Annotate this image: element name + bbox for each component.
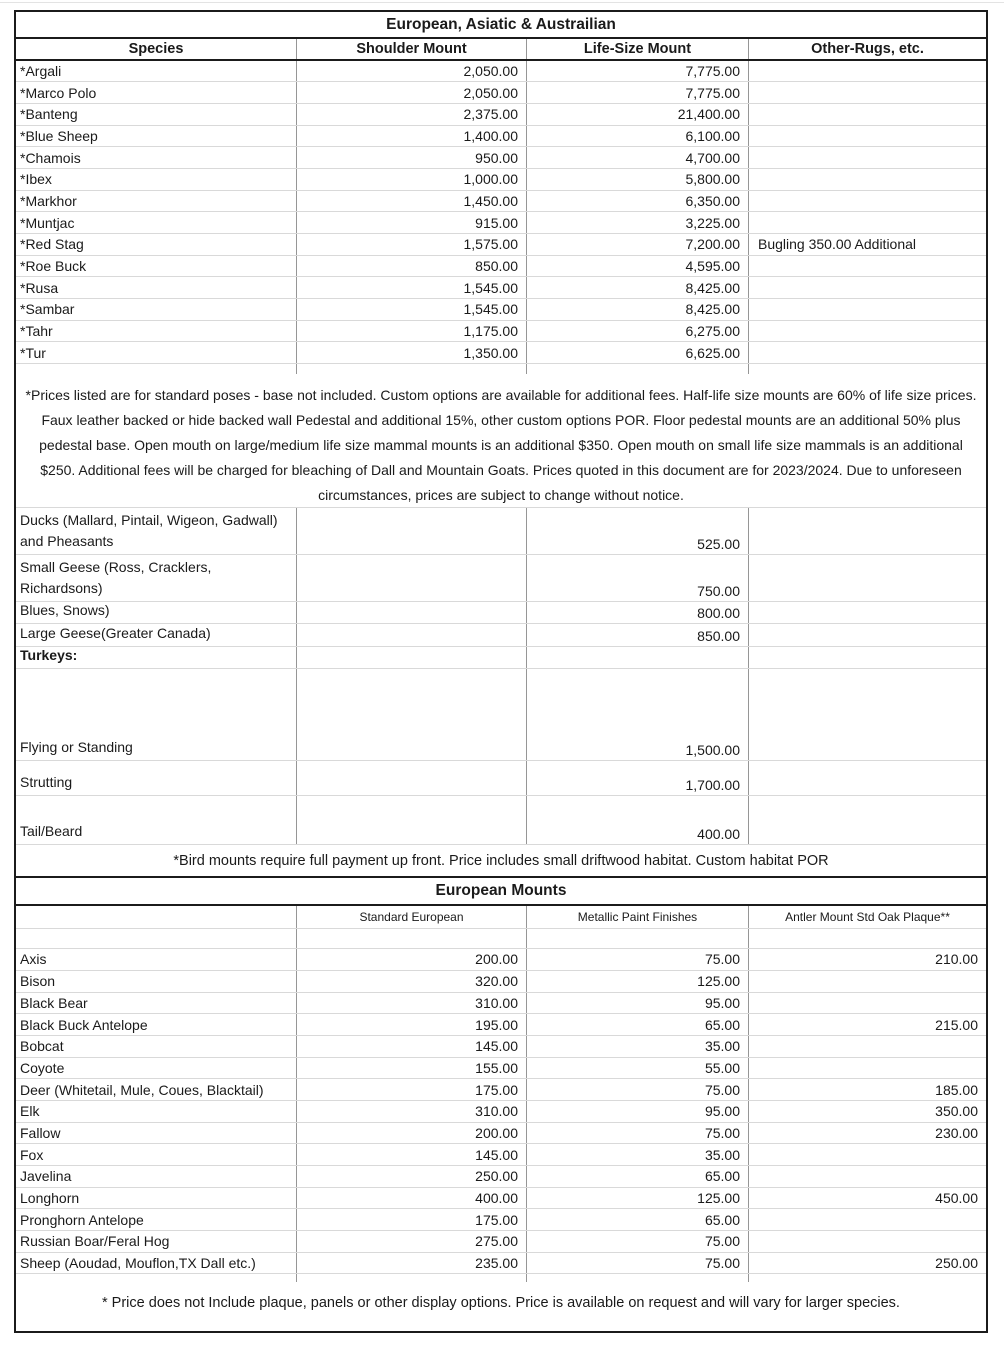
table-row	[16, 104, 986, 126]
metallic-paint-cell: 95.00	[526, 993, 748, 1014]
antler-plaque-cell	[748, 1036, 986, 1057]
standard-euro-cell: 400.00	[296, 1188, 526, 1209]
table-row	[16, 1144, 986, 1166]
table2-empty-row	[16, 929, 986, 949]
table2-stub-row	[16, 1274, 986, 1282]
antler-plaque-cell	[748, 993, 986, 1014]
lifesize-mount-cell: 6,625.00	[526, 342, 748, 363]
stub-cell	[16, 364, 296, 374]
empty-cell	[526, 929, 748, 948]
lifesize-mount-cell: 6,275.00	[526, 321, 748, 342]
bird-table-row	[16, 508, 986, 555]
species-cell: *Chamois	[20, 149, 81, 166]
taxidermy-price-list-document	[14, 10, 988, 1333]
table-row	[16, 212, 986, 234]
other-rugs-cell	[748, 342, 986, 363]
table-row	[16, 1058, 986, 1080]
standard-euro-cell: 310.00	[296, 1101, 526, 1122]
metallic-paint-cell: 125.00	[526, 971, 748, 992]
metallic-paint-cell: 35.00	[526, 1144, 748, 1165]
species-cell: Pronghorn Antelope	[20, 1211, 144, 1228]
table2-body	[16, 949, 986, 1274]
table-row	[16, 169, 986, 191]
table-row	[16, 1166, 986, 1188]
standard-euro-cell: 320.00	[296, 971, 526, 992]
other-rugs-cell	[748, 256, 986, 277]
standard-euro-cell: 310.00	[296, 993, 526, 1014]
lifesize-mount-cell: 8,425.00	[526, 299, 748, 320]
table-row	[16, 1079, 986, 1101]
lifesize-mount-cell: 7,200.00	[526, 234, 748, 255]
table-row	[16, 277, 986, 299]
other-rugs-cell	[748, 191, 986, 212]
shoulder-mount-cell: 1,175.00	[296, 321, 526, 342]
lifesize-mount-cell: 4,700.00	[526, 147, 748, 168]
table-row	[16, 61, 986, 83]
species-cell: *Muntjac	[20, 214, 75, 231]
other-rugs-cell	[748, 104, 986, 125]
metallic-paint-cell: 75.00	[526, 1253, 748, 1274]
species-cell: *Tur	[20, 344, 46, 361]
standard-euro-cell: 195.00	[296, 1014, 526, 1035]
table-row	[16, 1188, 986, 1210]
shoulder-mount-cell: 850.00	[296, 256, 526, 277]
table-row	[16, 971, 986, 993]
shoulder-mount-cell: 2,050.00	[296, 82, 526, 103]
stub-cell	[748, 1274, 986, 1282]
table-row	[16, 342, 986, 364]
stub-cell	[526, 1274, 748, 1282]
species-cell: Javelina	[20, 1168, 72, 1185]
standard-euro-cell: 145.00	[296, 1036, 526, 1057]
species-cell: Deer (Whitetail, Mule, Coues, Blacktail)	[20, 1081, 264, 1098]
shoulder-mount-cell: 915.00	[296, 212, 526, 233]
shoulder-mount-cell: 1,545.00	[296, 299, 526, 320]
standard-euro-cell: 200.00	[296, 949, 526, 970]
metallic-paint-cell: 65.00	[526, 1166, 748, 1187]
metallic-paint-cell: 75.00	[526, 1079, 748, 1100]
bird-species-cell: Strutting	[20, 774, 73, 791]
bird-species-cell: Small Geese (Ross, Cracklers, Richardsons)	[20, 559, 212, 597]
antler-plaque-cell: 350.00	[748, 1101, 986, 1122]
stub-cell	[296, 1274, 526, 1282]
bird-price-cell: 525.00	[526, 508, 748, 554]
table2-title: European Mounts	[16, 876, 986, 906]
other-rugs-cell	[748, 147, 986, 168]
bird-other-cell	[748, 796, 986, 844]
metallic-paint-cell: 75.00	[526, 1123, 748, 1144]
table-row	[16, 321, 986, 343]
lifesize-mount-cell: 6,100.00	[526, 126, 748, 147]
bird-other-cell	[748, 508, 986, 554]
pricing-notes: *Prices listed are for standard poses - base not included. Custom options are available for additional fees. Half-life size mounts are 60% of life size prices. Faux leather backed or hide backed wall Pedestal and additional 15%, other custom options POR. Floor pedestal mounts are an additional 50% plus pedestal base. Open mouth on large/medium life size mammal mounts is an additional $350. Open mouth on small life size mammals is an additional $250. Additional fees will be charged for bleaching of Dall and Mountain Goats. Prices quoted in this document are for 2023/2024. Due to unforeseen circumstances, prices are subject to change without notice.	[25, 387, 977, 504]
shoulder-mount-cell: 2,375.00	[296, 104, 526, 125]
metallic-paint-cell: 65.00	[526, 1209, 748, 1230]
bird-species-cell: Blues, Snows)	[20, 602, 110, 619]
bird-table-row	[16, 555, 986, 602]
antler-plaque-cell	[748, 1058, 986, 1079]
antler-plaque-cell: 450.00	[748, 1188, 986, 1209]
standard-euro-cell: 175.00	[296, 1209, 526, 1230]
table2-header-metallic: Metallic Paint Finishes	[526, 906, 748, 928]
lifesize-mount-cell: 7,775.00	[526, 61, 748, 82]
bird-other-cell	[748, 555, 986, 601]
standard-euro-cell: 235.00	[296, 1253, 526, 1274]
bird-price-cell: 400.00	[526, 796, 748, 844]
species-cell: Bison	[20, 973, 56, 990]
species-cell: *Argali	[20, 62, 62, 79]
other-rugs-cell	[748, 212, 986, 233]
metallic-paint-cell: 75.00	[526, 949, 748, 970]
standard-euro-cell: 275.00	[296, 1231, 526, 1252]
shoulder-mount-cell: 1,400.00	[296, 126, 526, 147]
page-top-hairline	[0, 2, 1004, 3]
antler-plaque-cell	[748, 1166, 986, 1187]
species-cell: *Banteng	[20, 106, 78, 123]
lifesize-mount-cell: 3,225.00	[526, 212, 748, 233]
other-rugs-cell	[748, 299, 986, 320]
bird-price-table	[16, 507, 986, 845]
antler-plaque-cell	[748, 1144, 986, 1165]
table-row	[16, 126, 986, 148]
bird-shoulder-cell	[296, 624, 526, 646]
bird-other-cell	[748, 624, 986, 646]
metallic-paint-cell: 75.00	[526, 1231, 748, 1252]
species-cell: Coyote	[20, 1059, 65, 1076]
antler-plaque-cell: 215.00	[748, 1014, 986, 1035]
bird-shoulder-cell	[296, 647, 526, 668]
species-cell: *Markhor	[20, 192, 77, 209]
stub-cell	[296, 364, 526, 374]
bird-price-cell: 1,700.00	[526, 761, 748, 795]
antler-plaque-cell	[748, 1209, 986, 1230]
standard-euro-cell: 200.00	[296, 1123, 526, 1144]
bird-price-cell: 850.00	[526, 624, 748, 646]
bird-price-cell	[526, 647, 748, 668]
table-row	[16, 256, 986, 278]
bird-species-cell: Large Geese(Greater Canada)	[20, 625, 211, 642]
other-rugs-cell: Bugling 350.00 Additional	[748, 234, 986, 255]
metallic-paint-cell: 55.00	[526, 1058, 748, 1079]
species-cell: *Rusa	[20, 279, 59, 296]
bird-mounts-note: *Bird mounts require full payment up front. Price includes small driftwood habitat. Custom habitat POR	[173, 852, 829, 869]
stub-cell	[748, 364, 986, 374]
bird-shoulder-cell	[296, 555, 526, 601]
table1-title: European, Asiatic & Austrailian	[16, 12, 986, 39]
other-rugs-cell	[748, 126, 986, 147]
bird-shoulder-cell	[296, 796, 526, 844]
bird-table-row	[16, 761, 986, 796]
metallic-paint-cell: 95.00	[526, 1101, 748, 1122]
table-row	[16, 191, 986, 213]
bird-price-cell: 800.00	[526, 602, 748, 623]
species-cell: Fox	[20, 1146, 44, 1163]
footer-note: * Price does not Include plaque, panels or other display options. Price is available on request and will vary for larger species.	[102, 1294, 900, 1311]
species-cell: Black Buck Antelope	[20, 1016, 148, 1033]
standard-euro-cell: 175.00	[296, 1079, 526, 1100]
bird-species-cell: Ducks (Mallard, Pintail, Wigeon, Gadwall) and Pheasants	[20, 512, 278, 550]
shoulder-mount-cell: 1,000.00	[296, 169, 526, 190]
table1-header-shoulder: Shoulder Mount	[296, 39, 526, 59]
bird-other-cell	[748, 761, 986, 795]
species-cell: Russian Boar/Feral Hog	[20, 1233, 170, 1250]
table-row	[16, 1036, 986, 1058]
other-rugs-cell	[748, 82, 986, 103]
metallic-paint-cell: 125.00	[526, 1188, 748, 1209]
shoulder-mount-cell: 950.00	[296, 147, 526, 168]
other-rugs-cell	[748, 169, 986, 190]
species-cell: Axis	[20, 951, 47, 968]
standard-euro-cell: 145.00	[296, 1144, 526, 1165]
table-row	[16, 993, 986, 1015]
species-cell: Fallow	[20, 1124, 61, 1141]
antler-plaque-cell	[748, 1231, 986, 1252]
species-cell: *Red Stag	[20, 236, 84, 253]
bird-table-row	[16, 624, 986, 647]
bird-shoulder-cell	[296, 761, 526, 795]
species-cell: Longhorn	[20, 1190, 80, 1207]
metallic-paint-cell: 35.00	[526, 1036, 748, 1057]
other-rugs-cell	[748, 61, 986, 82]
standard-euro-cell: 250.00	[296, 1166, 526, 1187]
metallic-paint-cell: 65.00	[526, 1014, 748, 1035]
lifesize-mount-cell: 4,595.00	[526, 256, 748, 277]
table-row	[16, 1209, 986, 1231]
bird-shoulder-cell	[296, 669, 526, 760]
lifesize-mount-cell: 21,400.00	[526, 104, 748, 125]
stub-cell	[526, 364, 748, 374]
table1-header-row	[16, 39, 986, 61]
table1-header-other: Other-Rugs, etc.	[748, 39, 986, 59]
table2-header-blank	[16, 906, 296, 928]
empty-cell	[748, 929, 986, 948]
lifesize-mount-cell: 5,800.00	[526, 169, 748, 190]
shoulder-mount-cell: 1,545.00	[296, 277, 526, 298]
species-cell: Sheep (Aoudad, Mouflon,TX Dall etc.)	[20, 1255, 256, 1272]
bird-price-cell: 750.00	[526, 555, 748, 601]
bird-table-row	[16, 647, 986, 669]
shoulder-mount-cell: 1,575.00	[296, 234, 526, 255]
bird-other-cell	[748, 647, 986, 668]
species-cell: *Sambar	[20, 301, 75, 318]
lifesize-mount-cell: 6,350.00	[526, 191, 748, 212]
species-cell: Bobcat	[20, 1038, 64, 1055]
table1-stub-row	[16, 364, 986, 374]
bird-other-cell	[748, 669, 986, 760]
other-rugs-cell	[748, 321, 986, 342]
empty-cell	[296, 929, 526, 948]
table1-header-species: Species	[128, 40, 184, 57]
species-cell: *Blue Sheep	[20, 127, 98, 144]
table-row	[16, 1123, 986, 1145]
stub-cell	[16, 1274, 296, 1282]
bird-table-row	[16, 796, 986, 845]
antler-plaque-cell	[748, 971, 986, 992]
table-row	[16, 1253, 986, 1275]
table-row	[16, 234, 986, 256]
table-row	[16, 82, 986, 104]
table2-header-row	[16, 906, 986, 929]
table-row	[16, 1101, 986, 1123]
shoulder-mount-cell: 1,350.00	[296, 342, 526, 363]
table-row	[16, 1014, 986, 1036]
empty-cell	[16, 929, 296, 948]
species-cell: *Tahr	[20, 323, 53, 340]
antler-plaque-cell: 230.00	[748, 1123, 986, 1144]
antler-plaque-cell: 185.00	[748, 1079, 986, 1100]
standard-euro-cell: 155.00	[296, 1058, 526, 1079]
species-cell: *Roe Buck	[20, 258, 87, 275]
table1-body	[16, 61, 986, 365]
antler-plaque-cell: 250.00	[748, 1253, 986, 1274]
table1-header-lifesize: Life-Size Mount	[526, 39, 748, 59]
table2-header-antler: Antler Mount Std Oak Plaque**	[748, 906, 986, 928]
bird-species-cell: Flying or Standing	[20, 739, 133, 756]
antler-plaque-cell: 210.00	[748, 949, 986, 970]
species-cell: *Ibex	[20, 171, 52, 188]
bird-species-cell: Turkeys:	[20, 647, 78, 664]
bird-price-cell: 1,500.00	[526, 669, 748, 760]
lifesize-mount-cell: 8,425.00	[526, 277, 748, 298]
table2-header-standard: Standard European	[296, 906, 526, 928]
shoulder-mount-cell: 2,050.00	[296, 61, 526, 82]
bird-other-cell	[748, 602, 986, 623]
bird-table-row	[16, 669, 986, 761]
species-cell: *Marco Polo	[20, 84, 97, 101]
species-cell: Elk	[20, 1103, 40, 1120]
species-cell: Black Bear	[20, 994, 88, 1011]
table-row	[16, 299, 986, 321]
shoulder-mount-cell: 1,450.00	[296, 191, 526, 212]
table-row	[16, 949, 986, 971]
bird-species-cell: Tail/Beard	[20, 823, 83, 840]
bird-table-row	[16, 602, 986, 624]
bird-shoulder-cell	[296, 602, 526, 623]
table-row	[16, 147, 986, 169]
lifesize-mount-cell: 7,775.00	[526, 82, 748, 103]
bird-shoulder-cell	[296, 508, 526, 554]
other-rugs-cell	[748, 277, 986, 298]
table-row	[16, 1231, 986, 1253]
